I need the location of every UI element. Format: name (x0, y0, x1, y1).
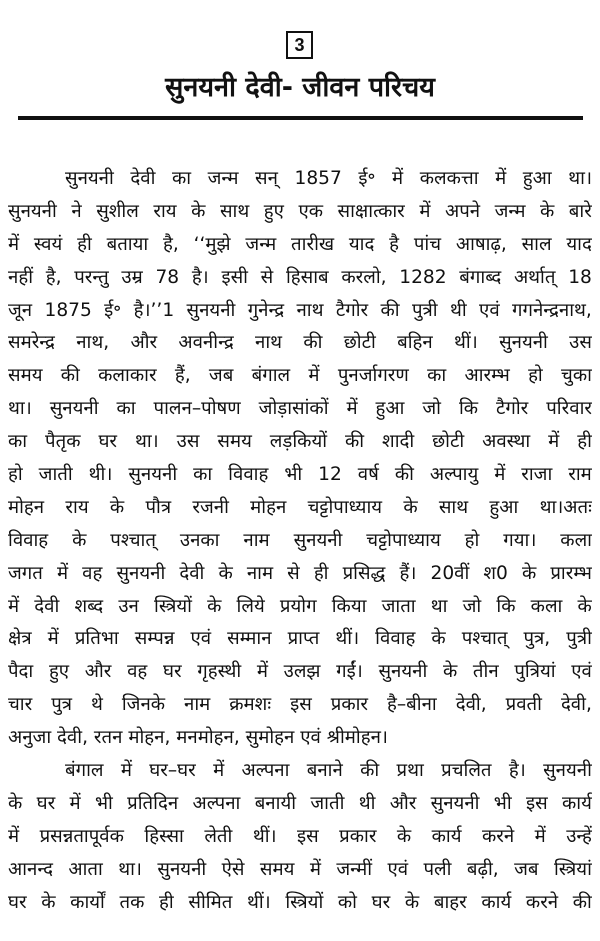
text-line: पैदा हुए और वह घर गृहस्थी में उलझ गईं। सुनयनी के तीन पुत्रियां एवं (8, 661, 592, 683)
title-divider (18, 116, 583, 120)
text-line: का पैतृक घर था। उस समय लड़कियों की शादी छोटी अवस्था में ही (8, 431, 592, 453)
chapter-title: सुनयनी देवी- जीवन परिचय (165, 72, 435, 103)
text-line: विवाह के पश्चात् उनका नाम सुनयनी चट्टोपाध्याय हो गया। कला (8, 529, 592, 551)
text-line: में देवी शब्द उन स्त्रियों के लिये प्रयोग किया जाता था जो कि कला के (8, 595, 592, 617)
text-line: बंगाल में घर–घर में अल्पना बनाने की प्रथा प्रचलित है। सुनयनी (65, 760, 592, 782)
text-line: के घर में भी प्रतिदिन अल्पना बनायी जाती थी और सुनयनी भी इस कार्य (8, 792, 592, 814)
chapter-number-box (286, 31, 313, 59)
text-line: क्षेत्र में प्रतिभा सम्पन्न एवं सम्मान प्राप्त थीं। विवाह के पश्चात् पुत्र, पुत्री (8, 628, 592, 650)
text-line: में प्रसन्नतापूर्वक हिस्सा लेती थीं। इस प्रकार के कार्य करने में उन्हें (8, 825, 592, 847)
text-line: मोहन राय के पौत्र रजनी मोहन चट्टोपाध्याय के साथ हुआ था।अतः (8, 496, 592, 518)
text-line: था। सुनयनी का पालन–पोषण जोड़ासांकों में हुआ जो कि टैगोर परिवार (8, 398, 592, 420)
text-line: सुनयनी देवी का जन्म सन् 1857 ई॰ में कलकत्ता में हुआ था। (65, 168, 592, 189)
text-line: आनन्द आता था। सुनयनी ऐसे समय में जन्मीं एवं पली बढ़ी, जब स्त्रियां (8, 858, 592, 880)
text-line: में स्वयं ही बताया है, ‘‘मुझे जन्म तारीख याद है पांच आषाढ़, साल याद (8, 233, 592, 255)
text-line: चार पुत्र थे जिनके नाम क्रमशः इस प्रकार है–बीना देवी, प्रवती देवी, (8, 694, 592, 716)
text-line: जून 1875 ई॰ है।’’1 सुनयनी गुनेन्द्र नाथ टैगोर की पुत्री थी एवं गगनेन्द्रनाथ, (8, 299, 592, 321)
text-line: जगत में वह सुनयनी देवी के नाम से ही प्रसिद्ध हैं। 20वीं श0 के प्रारम्भ (8, 562, 592, 584)
text-line: घर के कार्यों तक ही सीमित थीं। स्त्रियों को घर के बाहर कार्य करने की (8, 891, 592, 913)
text-line: समय की कलाकार हैं, जब बंगाल में पुनर्जागरण का आरम्भ हो चुका (8, 365, 592, 387)
text-line: अनुजा देवी, रतन मोहन, मनमोहन, सुमोहन एवं श्रीमोहन। (8, 727, 388, 749)
text-line: हो जाती थी। सुनयनी का विवाह भी 12 वर्ष की अल्पायु में राजा राम (8, 464, 592, 486)
text-line: समरेन्द्र नाथ, और अवनीन्द्र नाथ की छोटी बहिन थीं। सुनयनी उस (8, 332, 592, 354)
body-text (8, 163, 592, 919)
chapter-number: 3 (294, 35, 305, 55)
text-line: नहीं है, परन्तु उम्र 78 है। इसी से हिसाब करलो, 1282 बंगाब्द अर्थात् 18 (8, 266, 592, 288)
text-line: सुनयनी ने सुशील राय के साथ हुए एक साक्षात्कार में अपने जन्म के बारे (8, 200, 592, 222)
